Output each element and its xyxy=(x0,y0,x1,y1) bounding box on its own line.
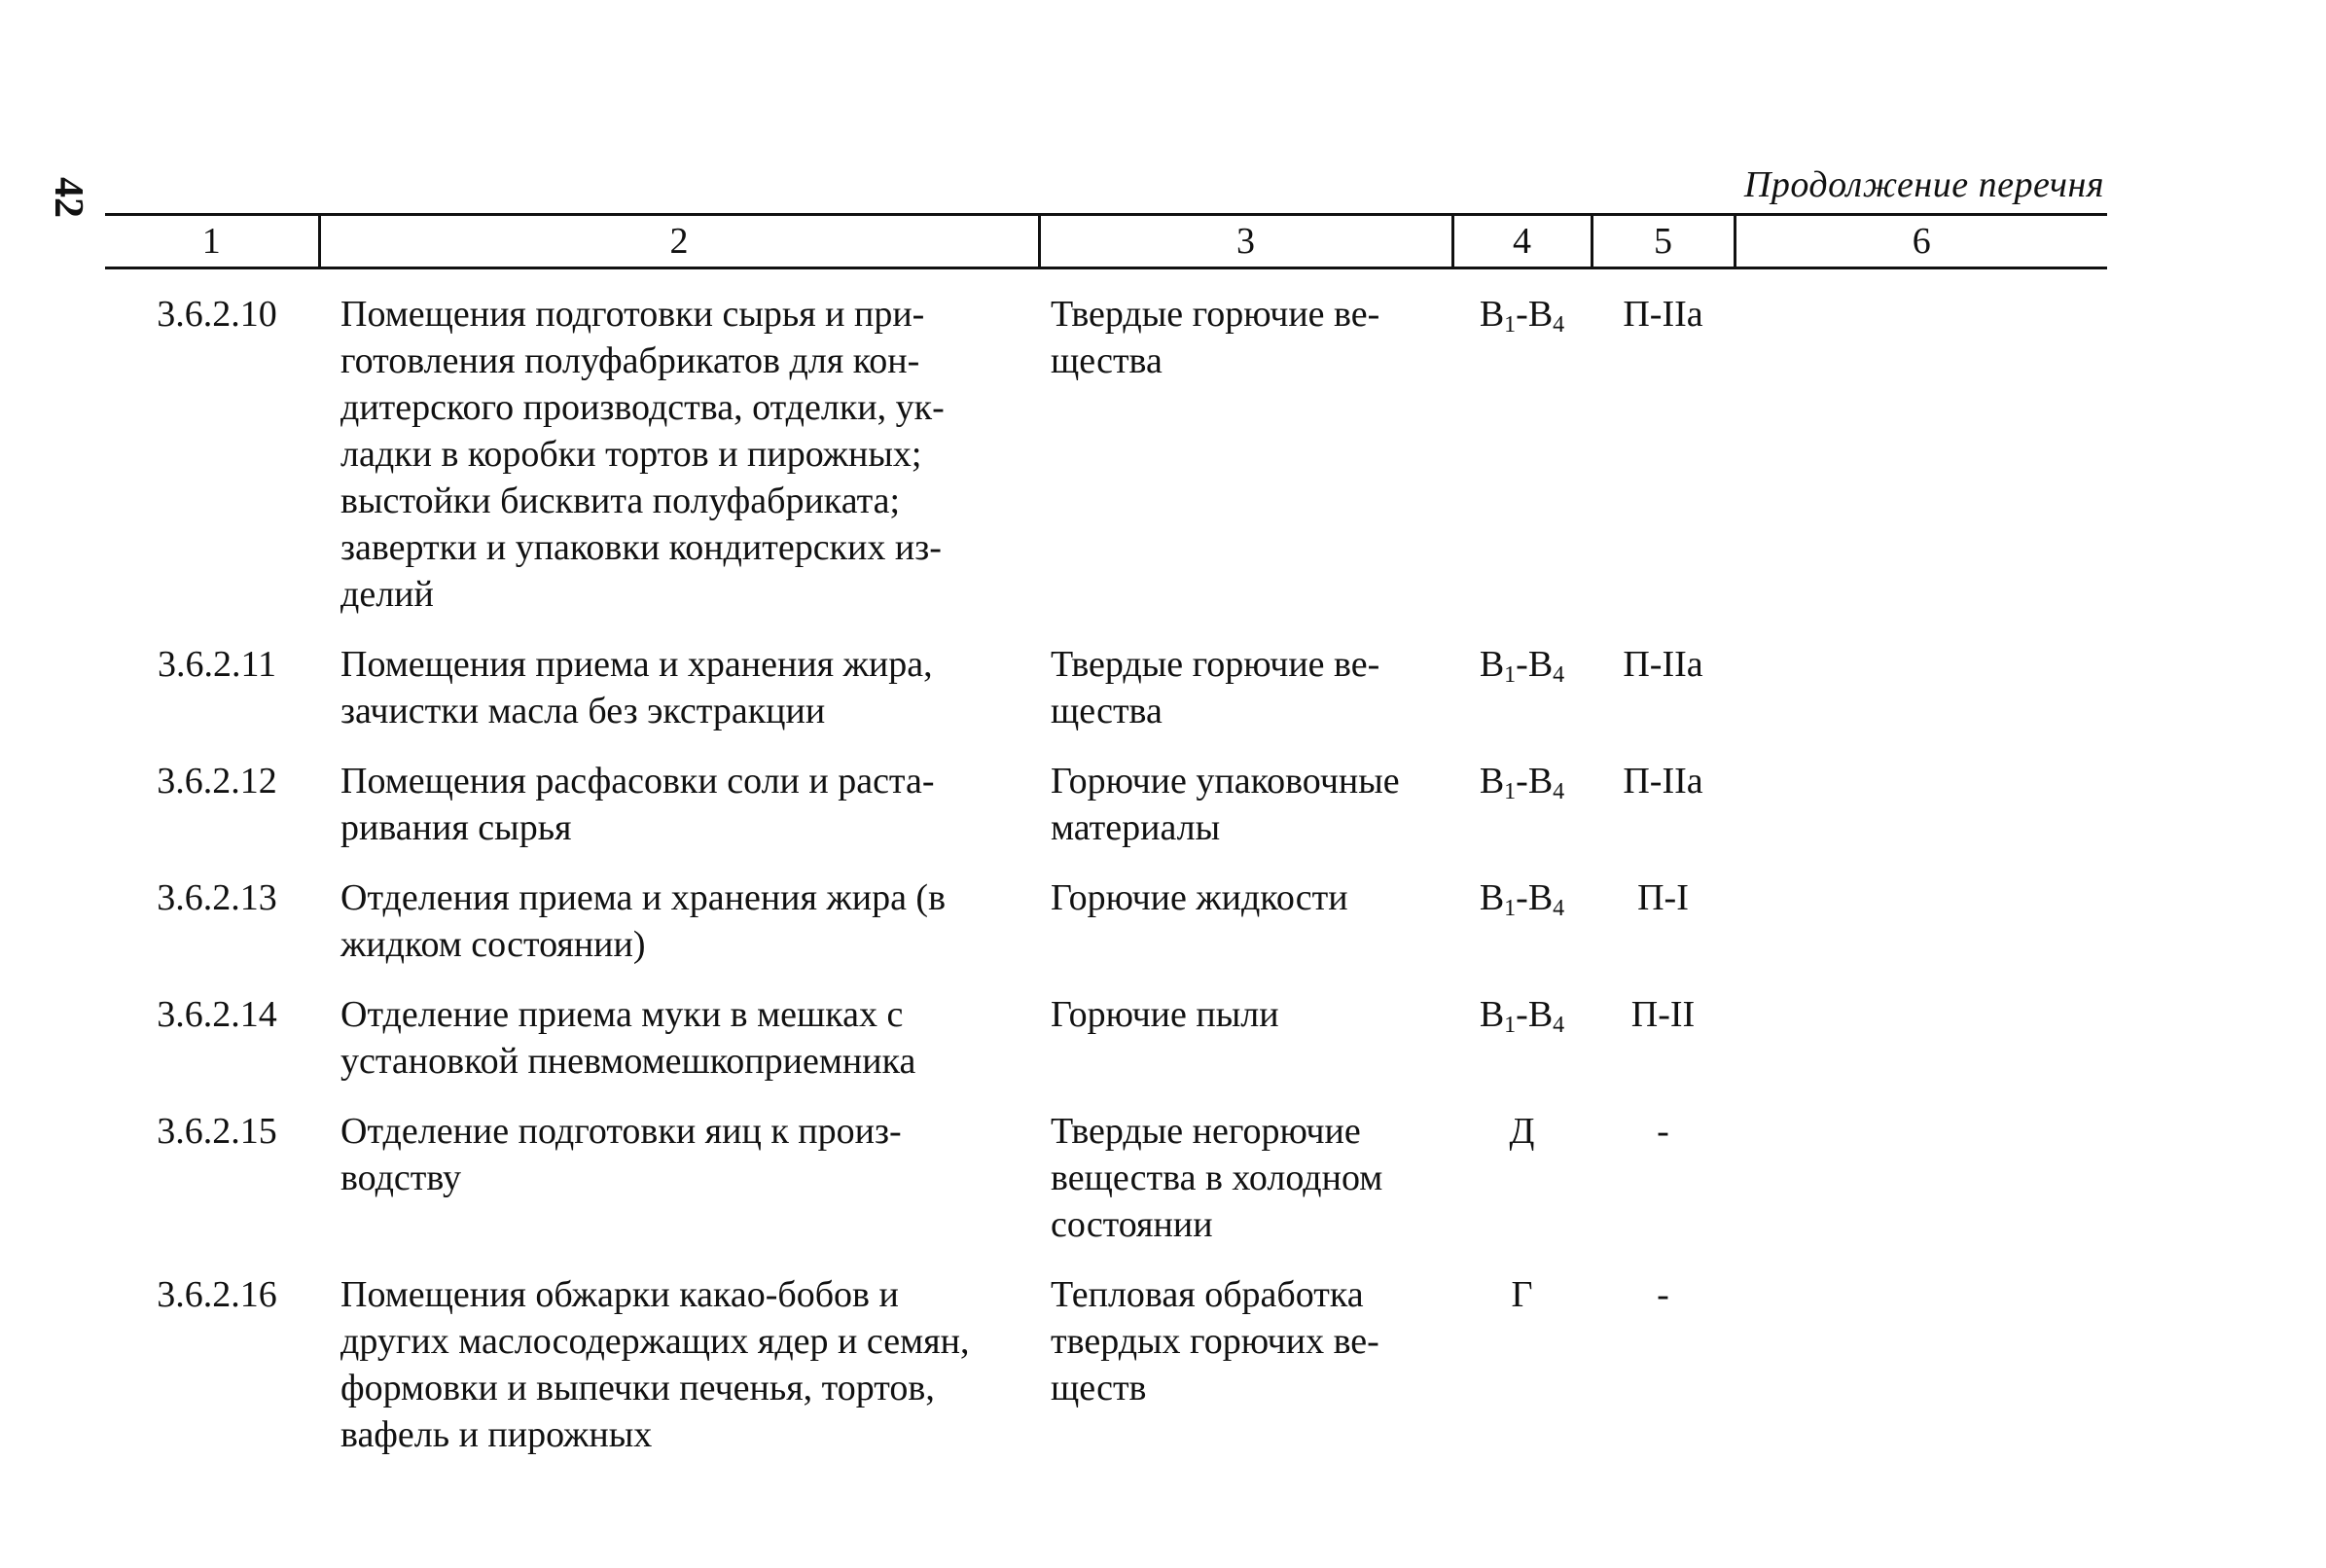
row-description: Отделение приема муки в мешках с установкой пневмомешкоприемника xyxy=(340,994,916,1082)
row-substance: Твердые горючие ве- щества xyxy=(1051,294,1380,381)
row-category: Д xyxy=(1509,1111,1535,1152)
row-category: $B_1-B_4$ xyxy=(1479,761,1565,804)
row-category: Г xyxy=(1511,1274,1533,1315)
row-note xyxy=(1735,1248,2107,1458)
row-substance: Твердые негорючие вещества в холодном состоянии xyxy=(1051,1111,1383,1245)
row-description: Помещения приема и хранения жира, зачистки масла без экстракции xyxy=(340,644,933,731)
header-col-3: 3 xyxy=(1039,215,1452,268)
table-header xyxy=(105,215,2107,268)
continuation-label: Продолжение перечня xyxy=(1743,164,2104,205)
row-description: Помещения расфасовки соли и раста- ривания сырья xyxy=(340,761,935,848)
row-substance: Твердые горючие ве- щества xyxy=(1051,644,1380,731)
row-note xyxy=(1735,851,2107,968)
row-description: Отделения приема и хранения жира (в жидком состоянии) xyxy=(340,877,947,965)
row-code: 3.6.2.14 xyxy=(157,994,277,1035)
row-zone: П-IIa xyxy=(1623,761,1703,802)
row-code: 3.6.2.11 xyxy=(157,644,277,685)
header-col-2: 2 xyxy=(319,215,1039,268)
row-code: 3.6.2.12 xyxy=(157,761,277,802)
row-note xyxy=(1735,618,2107,734)
row-code: 3.6.2.16 xyxy=(157,1274,277,1315)
row-zone: - xyxy=(1657,1111,1669,1152)
row-category: $B_1-B_4$ xyxy=(1479,644,1565,688)
row-note xyxy=(1735,1085,2107,1248)
row-substance: Тепловая обработка твердых горючих ве- ществ xyxy=(1051,1274,1379,1408)
page-number: 42 xyxy=(46,177,90,218)
row-substance: Горючие пыли xyxy=(1051,994,1279,1035)
row-description: Помещения подготовки сырья и при- готовления полуфабрикатов для кон- дитерского производства, отделки, ук- ладки в коробки тортов и пирожных; выстойки бисквита полуфабриката; завертки и упаковки кондитерских из- делий xyxy=(340,294,945,615)
table-row xyxy=(105,268,2107,619)
table-row xyxy=(105,851,2107,968)
table-row xyxy=(105,968,2107,1085)
header-col-5: 5 xyxy=(1592,215,1735,268)
row-code: 3.6.2.15 xyxy=(157,1111,277,1152)
header-col-6: 6 xyxy=(1735,215,2107,268)
row-code: 3.6.2.10 xyxy=(157,294,277,335)
row-note xyxy=(1735,268,2107,619)
row-description: Помещения обжарки какао-бобов и других маслосодержащих ядер и семян, формовки и выпечки печенья, тортов, вафель и пирожных xyxy=(340,1274,970,1455)
row-substance: Горючие жидкости xyxy=(1051,877,1348,918)
row-code: 3.6.2.13 xyxy=(157,877,277,918)
row-zone: П-IIa xyxy=(1623,644,1703,685)
header-col-4: 4 xyxy=(1452,215,1592,268)
row-substance: Горючие упаковочные материалы xyxy=(1051,761,1400,848)
row-zone: - xyxy=(1657,1274,1669,1315)
header-row xyxy=(105,215,2107,268)
header-col-1: 1 xyxy=(105,215,319,268)
row-category: $B_1-B_4$ xyxy=(1479,294,1565,338)
table-row xyxy=(105,618,2107,734)
row-note xyxy=(1735,968,2107,1085)
row-note xyxy=(1735,734,2107,851)
row-zone: П-II xyxy=(1630,994,1696,1035)
table-row xyxy=(105,734,2107,851)
table-row xyxy=(105,1085,2107,1248)
row-category: $B_1-B_4$ xyxy=(1479,994,1565,1038)
table-row xyxy=(105,1248,2107,1458)
row-description: Отделение подготовки яиц к произ- водству xyxy=(340,1111,902,1198)
hazard-classification-table xyxy=(105,213,2107,1458)
hazard-table-container xyxy=(105,213,2107,1458)
row-zone: П-I xyxy=(1637,877,1689,918)
row-zone: П-IIa xyxy=(1623,294,1703,335)
row-category: $B_1-B_4$ xyxy=(1479,877,1565,921)
table-body xyxy=(105,268,2107,1459)
